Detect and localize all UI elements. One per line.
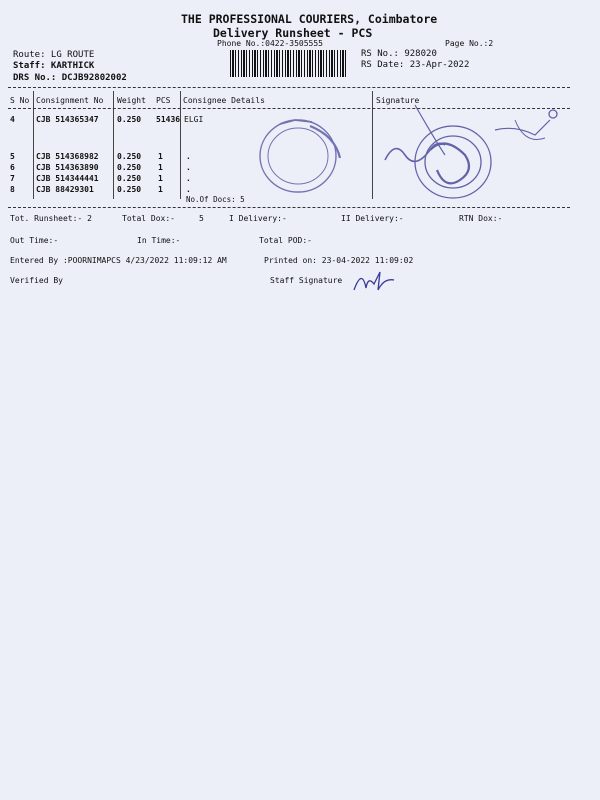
- table-row-consignee: ELGI: [184, 115, 204, 124]
- table-row-pcs: 1: [158, 174, 163, 183]
- delivery-stamp-left: [250, 108, 360, 200]
- total-dox-label: Total Dox:-: [122, 214, 175, 223]
- col-header-pcs: PCS: [156, 96, 171, 105]
- signature-and-stamp: [375, 100, 565, 205]
- table-row-sno: 8: [10, 185, 15, 194]
- document-title: Delivery Runsheet - PCS: [213, 26, 373, 40]
- staff-signature-label: Staff Signature: [270, 276, 343, 285]
- printed-on: Printed on: 23-04-2022 11:09:02: [264, 256, 414, 265]
- table-row-consignment: CJB 514368982: [36, 152, 99, 161]
- table-row-pcs: 51436: [156, 115, 181, 124]
- phone-number: Phone No.:0422-3505555: [217, 39, 323, 48]
- divider: [8, 207, 570, 208]
- verified-by: Verified By: [10, 276, 63, 285]
- rs-date: RS Date: 23-Apr-2022: [361, 60, 470, 70]
- table-row-consignment: CJB 88429301: [36, 185, 94, 194]
- rs-number: RS No.: 928020: [361, 49, 437, 59]
- out-time: Out Time:-: [10, 236, 59, 245]
- i-delivery: I Delivery:-: [229, 214, 287, 223]
- table-row-consignment: CJB 514363890: [36, 163, 99, 172]
- company-name: THE PROFESSIONAL COURIERS, Coimbatore: [181, 12, 438, 26]
- divider: [8, 87, 570, 88]
- col-header-weight: Weight: [117, 96, 146, 105]
- entered-by: Entered By :POORNIMAPCS 4/23/2022 11:09:12 AM: [10, 256, 227, 265]
- table-row-consignee: .: [186, 163, 191, 172]
- barcode: [230, 50, 348, 77]
- col-header-signature: Signature: [376, 96, 420, 105]
- ii-delivery: II Delivery:-: [341, 214, 404, 223]
- table-row-sno: 7: [10, 174, 15, 183]
- total-runsheet: Tot. Runsheet:- 2: [10, 214, 92, 223]
- table-row-consignee: .: [186, 174, 191, 183]
- table-row-weight: 0.250: [117, 163, 142, 172]
- table-row-weight: 0.250: [117, 185, 142, 194]
- table-row-weight: 0.250: [117, 115, 142, 124]
- table-row-consignment: CJB 514344441: [36, 174, 99, 183]
- in-time: In Time:-: [137, 236, 181, 245]
- route-label: Route: LG ROUTE: [13, 50, 95, 60]
- table-row-weight: 0.250: [117, 152, 142, 161]
- no-of-docs: No.Of Docs: 5: [186, 195, 245, 204]
- table-row-consignment: CJB 514365347: [36, 115, 99, 124]
- col-header-consignee: Consignee Details: [183, 96, 265, 105]
- table-row-pcs: 1: [158, 163, 163, 172]
- col-header-sno: S No: [10, 96, 30, 105]
- table-row-sno: 6: [10, 163, 15, 172]
- staff-label: Staff: KARTHICK: [13, 61, 95, 71]
- table-row-pcs: 1: [158, 152, 163, 161]
- table-row-sno: 5: [10, 152, 15, 161]
- table-row-sno: 4: [10, 115, 15, 124]
- col-header-consignment: Consignment No: [36, 96, 104, 105]
- staff-signature: [350, 266, 398, 296]
- rtn-dox: RTN Dox:-: [459, 214, 503, 223]
- total-pod: Total POD:-: [259, 236, 312, 245]
- drs-number: DRS No.: DCJB92802002: [13, 73, 127, 83]
- table-row-consignee: .: [186, 152, 191, 161]
- table-row-pcs: 1: [158, 185, 163, 194]
- table-row-consignee: .: [186, 185, 191, 194]
- page-number: Page No.:2: [445, 39, 494, 48]
- table-row-weight: 0.250: [117, 174, 142, 183]
- total-dox-value: 5: [199, 214, 204, 223]
